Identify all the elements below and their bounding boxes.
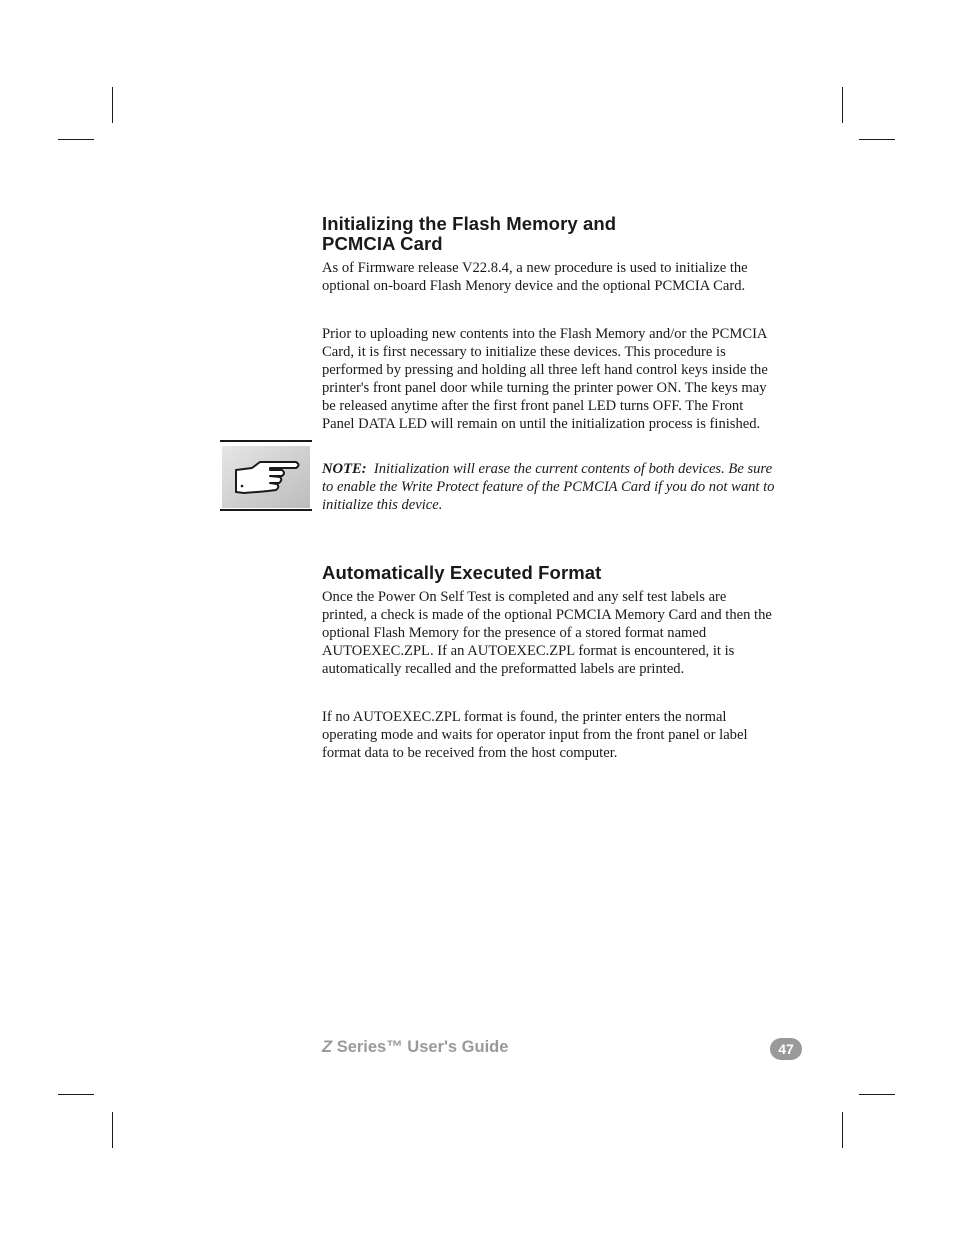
- section-title-autoexec: Automatically Executed Format: [322, 562, 602, 583]
- note-top-rule: [220, 440, 312, 442]
- crop-mark: [58, 139, 94, 140]
- section-title-line1: Initializing the Flash Memory and: [322, 213, 617, 234]
- note-paragraph: [322, 460, 778, 514]
- crop-mark: [842, 87, 843, 123]
- crop-mark: [842, 1112, 843, 1148]
- note-bottom-rule: [220, 509, 312, 511]
- footer-guide-title: [322, 1038, 508, 1057]
- pointing-hand-icon: [222, 446, 310, 508]
- crop-mark: [859, 139, 895, 140]
- section-title-line2: PCMCIA Card: [322, 233, 443, 254]
- note-label: NOTE:: [322, 461, 367, 477]
- autoexec-paragraph: Once the Power On Self Test is completed and any self test labels are printed, a check is made of the optional PCMCIA Memory Card and then the optional Flash Memory for the presence of a stored format named AUTOEXEC.ZPL. If an AUTOEXEC.ZPL format is encountered, it is automatically recalled and the preformatted labels are printed.: [322, 589, 772, 677]
- crop-mark: [859, 1094, 895, 1095]
- section-title-flash-memory: [322, 214, 616, 254]
- normal-mode-paragraph: If no AUTOEXEC.ZPL format is found, the printer enters the normal operating mode and waits for operator input from the front panel or label format data to be received from the host computer.: [322, 709, 748, 761]
- crop-mark: [112, 87, 113, 123]
- crop-mark: [112, 1112, 113, 1148]
- intro-paragraph: As of Firmware release V22.8.4, a new procedure is used to initialize the optional on-board Flash Menory device and the optional PCMCIA Card.: [322, 260, 748, 294]
- procedure-paragraph: Prior to uploading new contents into the Flash Memory and/or the PCMCIA Card, it is first necessary to initialize these devices. This procedure is performed by pressing and holding all three left hand control keys inside the printer's front panel door while turning the printer power ON. The keys may be released anytime after the first front panel LED turns OFF. The Front Panel DATA LED will remain on until the initialization process is finished.: [322, 326, 768, 432]
- page-number-badge: 47: [770, 1038, 802, 1060]
- footer-brand: Z: [322, 1038, 333, 1056]
- footer-title: Series™ User's Guide: [336, 1038, 509, 1056]
- crop-mark: [58, 1094, 94, 1095]
- note-text: Initialization will erase the current contents of both devices. Be sure to enable the Write Protect feature of the PCMCIA Card if you do not want to initialize this device.: [322, 461, 775, 513]
